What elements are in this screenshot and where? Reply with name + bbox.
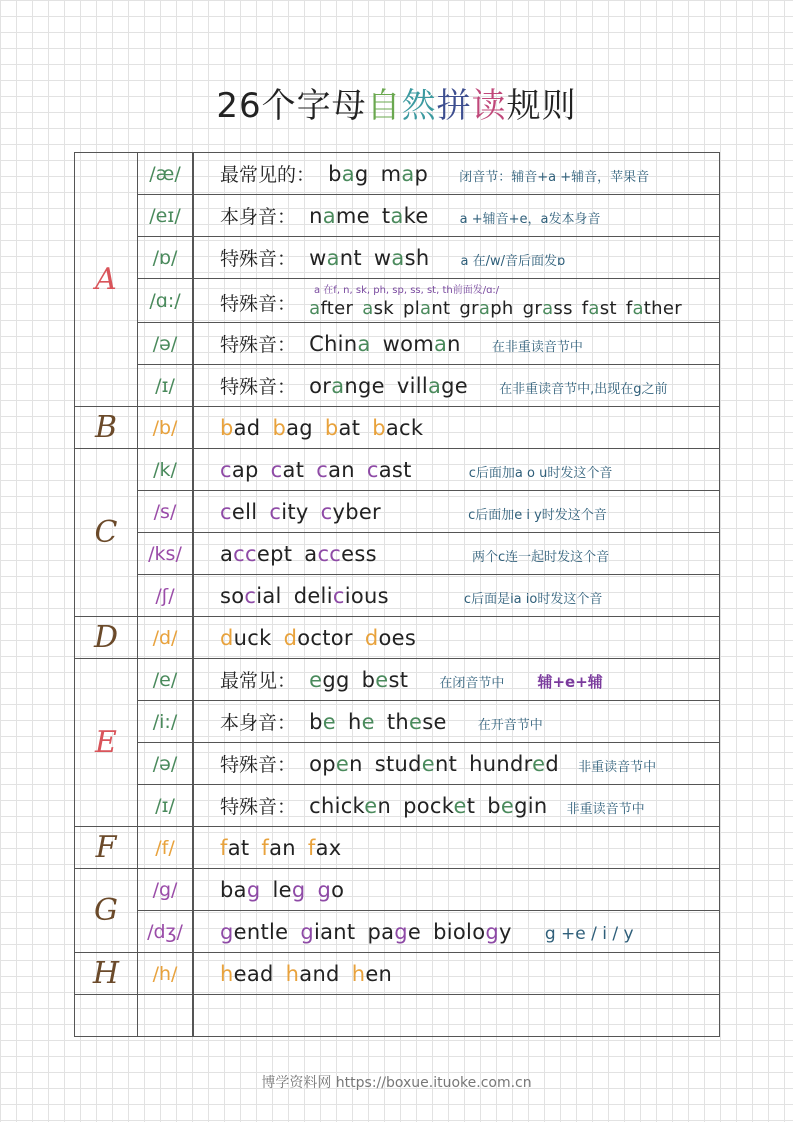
content-cell	[193, 491, 720, 533]
content-cell	[193, 365, 720, 407]
content-cell	[193, 237, 720, 279]
ipa-cell	[138, 365, 194, 407]
ipa-symbol: /ɪ/	[155, 794, 175, 817]
rule-note: 在闭音节中	[439, 676, 505, 691]
rule-note: c后面是ia io时发这个音	[463, 591, 603, 607]
phonics-rules-table	[74, 152, 720, 1037]
ipa-cell	[138, 911, 194, 953]
table-row	[75, 449, 720, 491]
table-row	[75, 953, 720, 995]
example-words: accept access	[220, 541, 377, 566]
rule-label: 特殊音：	[220, 334, 297, 356]
ipa-symbol: /ɪ/	[155, 374, 175, 397]
content-cell	[193, 743, 720, 785]
table-row	[75, 407, 720, 449]
rule-note: g +e / i / y	[544, 923, 634, 944]
example-words: China woman	[309, 332, 461, 356]
title-char-ran: 然	[401, 86, 437, 126]
rule-label: 特殊音：	[220, 376, 297, 398]
ipa-symbol: /ə/	[152, 332, 178, 355]
ipa-symbol: /f/	[155, 836, 175, 859]
rule-note: c后面加a o u时发这个音	[468, 465, 613, 481]
example-words: orange village	[309, 374, 469, 398]
letter-cell-h: H	[75, 953, 138, 995]
example-words: duck doctor does	[220, 625, 417, 650]
example-words: be he these	[309, 710, 447, 734]
rule-note: 在开音节中	[477, 718, 543, 733]
example-words: bag leg go	[220, 877, 345, 902]
title-char-pin: 拼	[436, 86, 472, 126]
example-words: cell city cyber	[220, 499, 381, 524]
content-cell	[193, 953, 720, 995]
ipa-symbol: /ɑ:/	[149, 289, 181, 312]
letter-cell-b: B	[75, 407, 138, 449]
rule-label: 特殊音：	[220, 796, 297, 818]
ipa-cell	[138, 491, 194, 533]
rule-note: a +辅音+e，a发本身音	[459, 212, 601, 227]
ipa-symbol: /e/	[152, 668, 178, 691]
ipa-symbol: /æ/	[149, 162, 181, 185]
example-words: fat fan fax	[220, 835, 342, 860]
ipa-cell	[138, 533, 194, 575]
title-prefix: 26个字母	[216, 86, 367, 126]
table-row	[75, 869, 720, 911]
rule-note: a 在f, n, sk, ph, sp, ss, st, th前面发/ɑ:/	[314, 285, 500, 296]
letter-cell-e: E	[75, 659, 138, 827]
table-row	[75, 279, 720, 323]
table-row	[75, 491, 720, 533]
table-row	[75, 323, 720, 365]
empty-cell	[75, 995, 138, 1037]
table-row	[75, 911, 720, 953]
content-cell	[193, 195, 720, 237]
example-words: cap cat can cast	[220, 457, 412, 482]
table-row	[75, 659, 720, 701]
rule-note: 在非重读音节中,出现在g之前	[499, 382, 668, 397]
ipa-symbol: /b/	[152, 416, 178, 439]
example-words: bag map	[328, 162, 429, 186]
example-words: name take	[309, 204, 429, 228]
example-words: chicken pocket begin	[309, 794, 548, 818]
content-cell	[193, 911, 720, 953]
content-cell	[193, 869, 720, 911]
ipa-cell	[138, 827, 194, 869]
title-suffix: 规则	[506, 86, 577, 126]
rule-note: a 在/w/音后面发ɒ	[460, 254, 566, 269]
ipa-symbol: /ʃ/	[155, 584, 175, 607]
table-row	[75, 195, 720, 237]
table-row	[75, 575, 720, 617]
content-cell	[193, 827, 720, 869]
ipa-cell	[138, 153, 194, 195]
rule-label: 本身音：	[220, 712, 297, 734]
rule-label: 最常见的：	[220, 164, 316, 186]
ipa-symbol: /eɪ/	[149, 204, 181, 227]
table-row	[75, 743, 720, 785]
ipa-symbol: /g/	[152, 878, 178, 901]
content-cell	[193, 533, 720, 575]
ipa-cell	[138, 575, 194, 617]
table-row	[75, 827, 720, 869]
content-cell	[193, 279, 720, 323]
ipa-symbol: /ɒ/	[152, 246, 178, 269]
rule-label: 特殊音：	[220, 248, 297, 270]
rule-label: 特殊音：	[220, 754, 297, 776]
letter-cell-g: G	[75, 869, 138, 953]
example-words: social delicious	[220, 583, 389, 608]
ipa-symbol: /k/	[153, 458, 177, 481]
content-cell	[193, 659, 720, 701]
rule-label: 最常见：	[220, 670, 297, 692]
ipa-symbol: /ks/	[148, 542, 182, 565]
content-cell	[193, 617, 720, 659]
table-row-empty	[75, 995, 720, 1037]
letter-cell-a: A	[75, 153, 138, 407]
rule-note: 非重读音节中	[578, 760, 657, 775]
ipa-cell	[138, 195, 194, 237]
page-title	[0, 78, 793, 127]
title-char-du: 读	[471, 86, 507, 126]
content-cell	[193, 407, 720, 449]
ipa-cell	[138, 323, 194, 365]
example-words: head hand hen	[220, 961, 393, 986]
table-row	[75, 365, 720, 407]
ipa-symbol: /h/	[152, 962, 178, 985]
ipa-cell	[138, 701, 194, 743]
rule-note: 两个c连一起时发这个音	[471, 549, 610, 565]
ipa-cell	[138, 659, 194, 701]
content-cell	[193, 153, 720, 195]
table-row	[75, 533, 720, 575]
rule-formula: 辅+e+辅	[537, 673, 603, 691]
example-words: open student hundred	[309, 752, 559, 776]
example-words: after ask plant graph grass fast father	[309, 298, 682, 319]
content-cell	[193, 323, 720, 365]
ipa-symbol: /dʒ/	[147, 920, 183, 943]
rule-note: 闭音节：辅音+a +辅音，苹果音	[459, 170, 650, 185]
rule-note: 非重读音节中	[566, 802, 645, 817]
content-cell	[193, 575, 720, 617]
footer-watermark: 博学资料网 https://boxue.ituoke.com.cn	[261, 1075, 532, 1091]
rule-label: 特殊音：	[220, 293, 297, 315]
table-row	[75, 237, 720, 279]
table-row	[75, 153, 720, 195]
letter-cell-f: F	[75, 827, 138, 869]
ipa-cell	[138, 237, 194, 279]
ipa-cell	[138, 743, 194, 785]
rule-note: c后面加e i y时发这个音	[468, 507, 607, 523]
ipa-symbol: /ə/	[152, 752, 178, 775]
ipa-symbol: /d/	[152, 626, 178, 649]
table-row	[75, 617, 720, 659]
example-words: want wash	[309, 246, 430, 270]
example-words: egg best	[309, 668, 409, 692]
letter-cell-c: C	[75, 449, 138, 617]
ipa-cell	[138, 449, 194, 491]
empty-cell	[193, 995, 720, 1037]
example-words: bad bag bat back	[220, 415, 424, 440]
letter-cell-d: D	[75, 617, 138, 659]
content-cell	[193, 449, 720, 491]
rule-label: 本身音：	[220, 206, 297, 228]
empty-cell	[138, 995, 194, 1037]
table-row	[75, 785, 720, 827]
content-cell	[193, 701, 720, 743]
table-row	[75, 701, 720, 743]
ipa-cell	[138, 953, 194, 995]
ipa-cell	[138, 785, 194, 827]
ipa-cell	[138, 869, 194, 911]
ipa-cell	[138, 279, 194, 323]
ipa-symbol: /i:/	[152, 710, 178, 733]
rule-note: 在非重读音节中	[491, 340, 583, 355]
example-words: gentle giant page biology	[220, 919, 512, 944]
content-cell	[193, 785, 720, 827]
title-char-zi: 自	[366, 86, 402, 126]
ipa-cell	[138, 617, 194, 659]
ipa-symbol: /s/	[153, 500, 177, 523]
ipa-cell	[138, 407, 194, 449]
